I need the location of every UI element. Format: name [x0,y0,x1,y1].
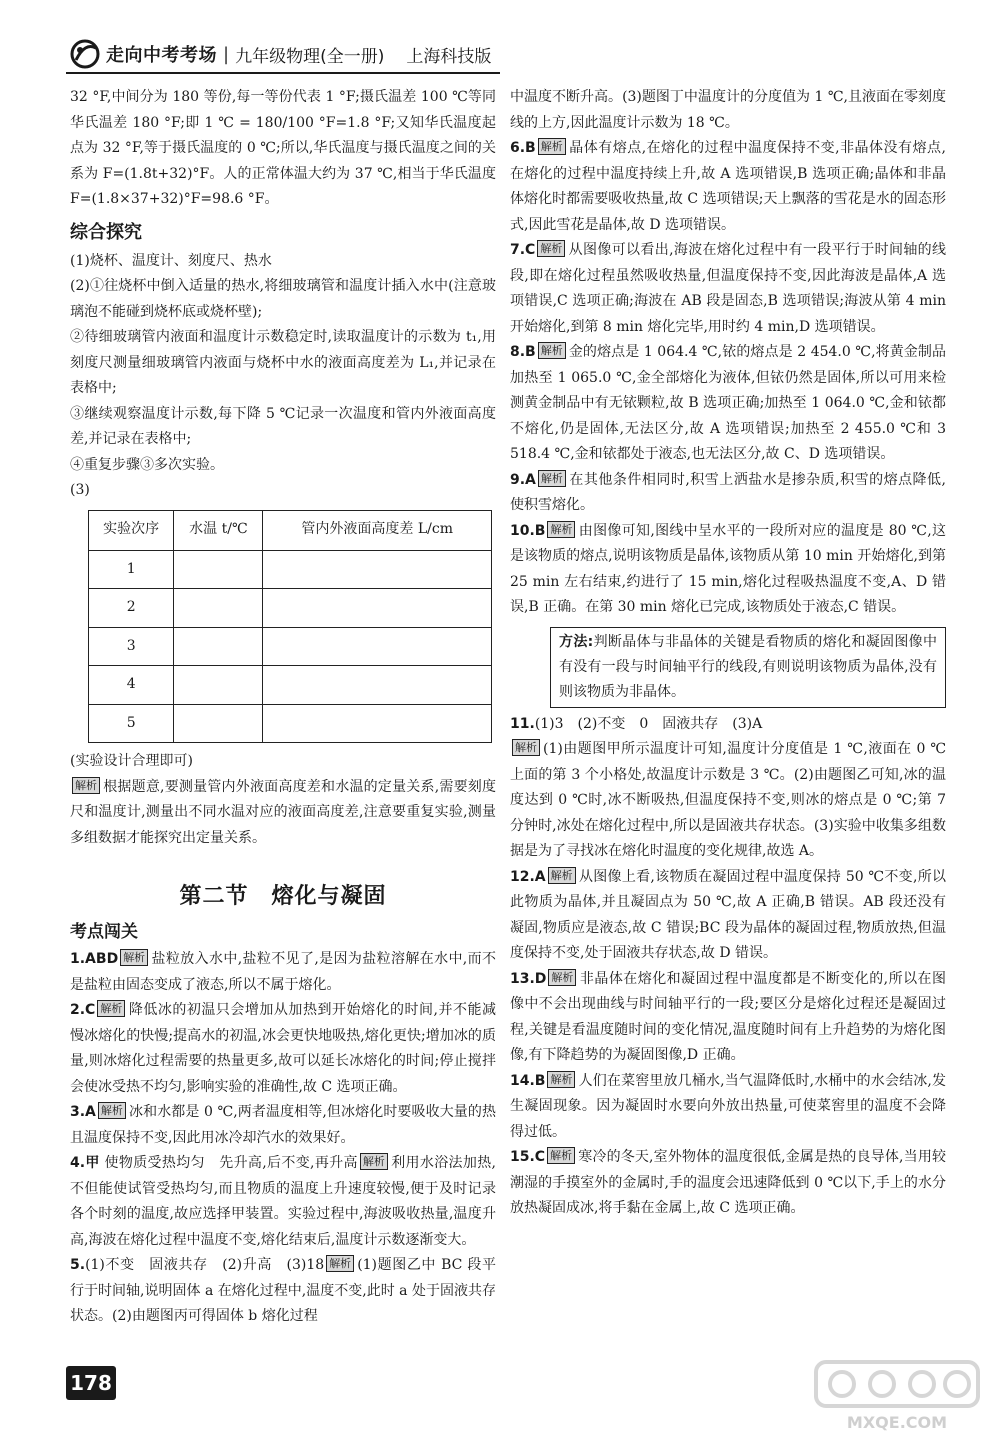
chapter-title: 第二节 熔化与凝固 [179,884,387,909]
answer-item [510,519,946,621]
table-cell [174,550,263,589]
running-header [68,38,491,70]
answer-item [70,947,496,998]
header-brand: 走向中考考场 [106,45,217,66]
header-subtitle: 九年级物理(全一册) [235,46,385,67]
item-number: 7.C [510,242,536,258]
item-number: 4.甲 [70,1155,100,1171]
page-number: 178 [66,1366,116,1400]
analysis-tag: 解析 [72,777,100,794]
right-column [510,85,946,1222]
analysis-tag: 解析 [512,739,540,756]
item-text: (1)由题图甲所示温度计可知,温度计分度值是 1 ℃,液面在 0 ℃上面的第 3 个小格处,故温度计示数是 3 ℃。(2)由题图乙可知,冰的温度达到 0 ℃时,冰不断吸热,但温度保持不变,则冰的熔点是 0 ℃;第 7 分钟时,冰处在熔化过程中,所以是固液共存状态。(3)实验中收集多组数据是为了寻找冰在熔化时温度的变化规律,故选 A。 [510,741,946,859]
table-row [89,550,492,589]
item-text: 从图像上看,该物质在凝固过程中温度保持 50 ℃不变,所以此物质为晶体,并且凝固点为 50 ℃,故 A 正确,B 错误。AB 段还没有凝固,物质应是液态,故 C 错误;BC 段为晶体的凝固过程,物质放热,但温度保持不变,处于固液共存状态,故 D 错误。 [510,868,946,961]
table-note: (实验设计合理即可) [70,753,193,769]
table-cell: 2 [89,589,174,628]
table-cell [263,666,492,705]
answer-item [70,998,496,1100]
item-number: 8.B [510,344,536,360]
table-cell [263,550,492,589]
section-title: 综合探究 [70,221,142,243]
item-text: 冰和水都是 0 ℃,两者温度相等,但冰熔化时要吸收大量的热且温度保持不变,因此用冰冷却汽水的效果好。 [70,1104,496,1146]
method-box [550,627,946,708]
item-number: 12.A [510,868,546,885]
answer-item [510,468,946,519]
intro-paragraph: 32 °F,中间分为 180 等份,每一等份代表 1 °F;摄氏温差 100 ℃等同华氏温差 180 °F;即 1 ℃ = 180/100 °F=1.8 °F;又知华氏温度起点为 32 °F,等于摄氏温度的 0 ℃;所以,华氏温度与摄氏温度之间的关系为 F=(1.8t+32)°F。人的正常体温大约为 37 ℃,相当于华氏温度 F=(1.8×37+32)°F=98.6 °F。 [70,89,496,207]
analysis-tag: 解析 [547,521,575,538]
table-row [89,627,492,666]
explore-line: (1)烧杯、温度计、刻度尺、热水 [70,252,272,269]
table-cell: 5 [89,704,174,743]
item-text: 晶体有熔点,在熔化的过程中温度保持不变,非晶体没有熔点,在熔化的过程中温度持续上升,故 A 选项错误,B 选项正确;晶体和非晶体熔化时都需要吸收热量,故 C 选项错误;天上飘落的雪花是水的固态形式,因此雪花是晶体,故 D 选项错误。 [510,140,946,233]
watermark-logo-icon [812,1358,982,1434]
explore-line: ③继续观察温度计示数,每下降 5 ℃记录一次温度和管内外液面高度差,并记录在表格中; [70,405,496,447]
answer-item [510,712,946,865]
analysis-tag: 解析 [120,949,148,966]
analysis-tag: 解析 [547,1147,575,1164]
header-rule [66,72,500,74]
experiment-table [88,510,492,744]
explore-line: (3) [70,482,90,498]
table-row [89,666,492,705]
answer-item [510,136,946,238]
item-number: 6.B [510,140,536,156]
analysis-tag: 解析 [538,138,566,155]
item-text: 在其他条件相同时,积雪上洒盐水是掺杂质,积雪的熔点降低,使积雪熔化。 [510,471,946,513]
table-header: 水温 t/℃ [174,510,263,550]
table-cell [174,704,263,743]
kd-title: 考点闯关 [70,922,138,942]
answer-item [510,1145,946,1222]
continued-text: 中温度不断升高。(3)题图丁中温度计的分度值为 1 ℃,且液面在零刻度线的上方,因此温度计示数为 18 ℃。 [510,89,946,131]
table-header-row [89,510,492,550]
item-text: 寒冷的冬天,室外物体的温度很低,金属是热的良导体,当用较潮湿的手摸室外的金属时,手的温度会迅速降低到 0 ℃以下,手上的水分放热凝固成冰,将手黏在金属上,故 C 选项正确。 [510,1149,946,1216]
answer-item [510,340,946,468]
watermark-text: MXQE.COM [846,1413,948,1432]
item-number: 14.B [510,1072,546,1089]
table-cell [174,666,263,705]
table-cell: 3 [89,627,174,666]
explore-line: (2)①往烧杯中倒入适量的热水,将细玻璃管和温度计插入水中(注意玻璃泡不能碰到烧杯底或烧杯壁); [70,278,496,320]
answer-item [70,1151,496,1253]
table-header: 管内外液面高度差 L/cm [263,510,492,550]
item-number: 11. [510,715,535,732]
item-number: 9.A [510,471,536,488]
header-separator: | [223,43,230,65]
analysis-paragraph [70,775,496,852]
item-answer: (1)不变 固液共存 (2)升高 (3)18 [85,1257,325,1273]
explore-line: ②待细玻璃管内液面和温度计示数稳定时,读取温度计的示数为 t₁,用刻度尺测量细玻璃管内液面与烧杯中水的液面高度差为 L₁,并记录在表格中; [70,329,496,396]
analysis-tag: 解析 [538,342,566,359]
item-number: 15.C [510,1149,546,1165]
table-header: 实验次序 [89,510,174,550]
table-row [89,704,492,743]
table-cell [263,704,492,743]
item-text: 由图像可知,图线中呈水平的一段所对应的温度是 80 ℃,这是该物质的熔点,说明该物质是晶体,该物质从第 10 min 开始熔化,到第 25 min 左右结束,约进行了 15 min,熔化过程吸热温度不变,A、D 错误,B 正确。在第 30 min 熔化已完成,该物质处于液态,C 错误。 [510,522,946,615]
table-cell: 1 [89,550,174,589]
header-publisher: 上海科技版 [406,46,492,67]
table-cell [174,627,263,666]
item-number: 13.D [510,970,547,987]
analysis-tag: 解析 [360,1153,388,1170]
item-number: 2.C [70,1002,96,1018]
item-text: 盐粒放入水中,盐粒不见了,是因为盐粒溶解在水中,而不是盐粒由固态变成了液态,所以不属于熔化。 [70,951,496,993]
table-cell: 4 [89,666,174,705]
item-text: 从图像可以看出,海波在熔化过程中有一段平行于时间轴的线段,即在熔化过程虽然吸收热量,但温度保持不变,因此海波是晶体,A 选项错误,C 选项正确;海波在 AB 段是固态,B 选项错误;海波从第 4 min 开始熔化,到第 8 min 熔化完毕,用时约 4 min,D 选项错误。 [510,242,946,335]
answer-item [70,1253,496,1330]
item-number: 10.B [510,522,546,539]
analysis-tag: 解析 [548,867,576,884]
analysis-tag: 解析 [538,470,566,487]
answer-item [510,865,946,967]
analysis-tag: 解析 [537,240,565,257]
table-row [89,589,492,628]
table-cell [263,589,492,628]
analysis-text: 根据题意,要测量管内外液面高度差和水温的定量关系,需要刻度尺和温度计,测量出不同水温对应的液面高度差,注意要重复实验,测量多组数据才能探究出定量关系。 [70,778,496,846]
method-text: 判断晶体与非晶体的关键是看物质的熔化和凝固图像中有没有一段与时间轴平行的线段,有则说明该物质为晶体,没有则该物质为非晶体。 [559,633,937,700]
table-cell [174,589,263,628]
analysis-tag: 解析 [326,1255,354,1272]
answer-item [70,1100,496,1151]
answer-item [510,238,946,340]
item-answer: (1)3 (2)不变 0 固液共存 (3)A [534,715,763,732]
item-text: 利用水浴法加热,不但能使试管受热均匀,而且物质的温度上升速度较慢,便于及时记录各个时刻的温度,故应选择甲装置。实验过程中,海波吸收热量,温度升高,海波在熔化过程中温度不变,熔化结束后,温度计示数逐渐变大。 [70,1155,497,1248]
method-label: 方法: [559,633,594,650]
analysis-tag: 解析 [548,969,576,986]
table-cell [263,627,492,666]
item-number: 3.A [70,1104,96,1120]
item-number: 5. [70,1257,86,1273]
item-number: 1.ABD [70,951,119,967]
analysis-tag: 解析 [97,1000,125,1017]
left-column [70,85,496,1330]
book-logo-icon [68,38,102,70]
analysis-tag: 解析 [547,1071,575,1088]
item-text: 金的熔点是 1 064.4 ℃,铱的熔点是 2 454.0 ℃,将黄金制品加热至 1 065.0 ℃,金全部熔化为液体,但铱仍然是固体,所以可用来检测黄金制品中有无铱颗粒,故 B 选项正确;加热至 1 064.0 ℃,金和铱都不熔化,仍是固体,无法区分,故 A 选项错误;加热至 2 455.0 ℃和 3 518.4 ℃,金和铱都处于液态,也无法区分,故 C、D 选项错误。 [510,344,946,462]
explore-line: ④重复步骤③多次实验。 [70,456,224,473]
item-text: 人们在菜窖里放几桶水,当气温降低时,水桶中的水会结冰,发生凝固现象。因为凝固时水要向外放出热量,可使菜窖里的温度不会降得过低。 [510,1072,946,1140]
item-answer: 使物质受热均匀 先升高,后不变,再升高 [104,1155,358,1171]
answer-item [510,967,946,1069]
item-text: 非晶体在熔化和凝固过程中温度都是不断变化的,所以在图像中不会出现曲线与时间轴平行的一段;要区分是熔化过程还是凝固过程,关键是看温度随时间的变化情况,温度随时间有上升趋势的为熔化图像,有下降趋势的为凝固图像,D 正确。 [510,970,946,1063]
item-text: (1)题图乙中 BC 段平行于时间轴,说明固体 a 在熔化过程中,温度不变,此时 a 处于固液共存状态。(2)由题图丙可得固体 b 熔化过程 [70,1257,496,1324]
analysis-tag: 解析 [98,1102,126,1119]
answer-item [510,1069,946,1146]
item-text: 降低冰的初温只会增加从加热到开始熔化的时间,并不能减慢冰熔化的快慢;提高水的初温,冰会更快地吸热,熔化更快;增加冰的质量,则冰熔化过程需要的热量更多,故可以延长冰熔化的时间;停止搅拌会使冰受热不均匀,影响实验的准确性,故 C 选项正确。 [70,1002,496,1095]
